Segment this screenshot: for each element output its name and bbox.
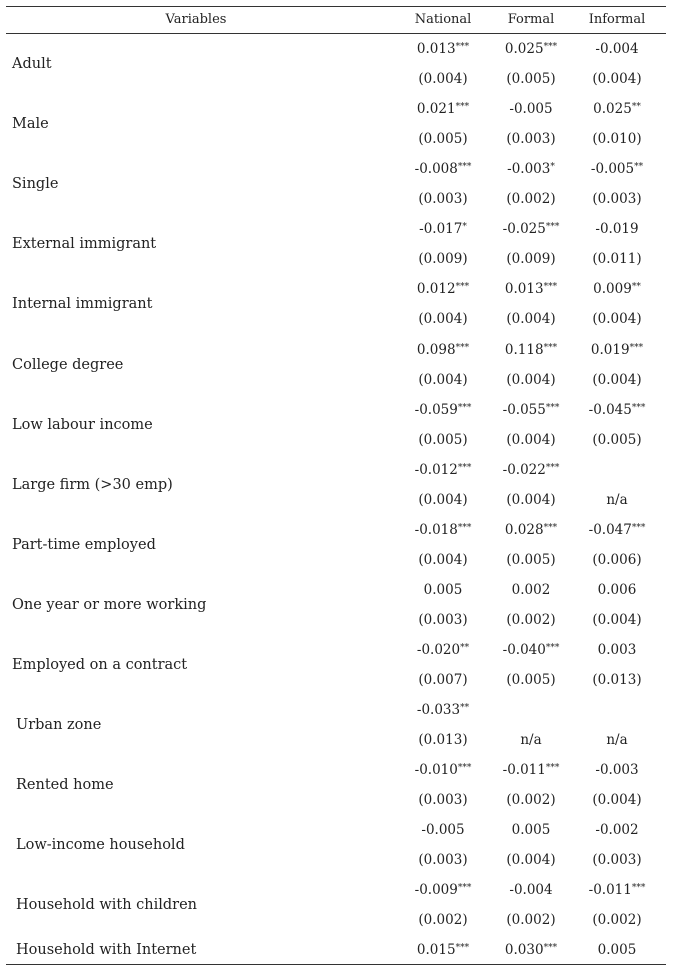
coef-informal: -0.005** [590, 161, 644, 178]
coef-national: -0.018*** [414, 521, 472, 538]
coef-formal: -0.025*** [502, 221, 560, 238]
header-formal: Formal [507, 12, 555, 27]
se-national: (0.003) [418, 611, 468, 628]
coef-formal: 0.030*** [504, 941, 558, 958]
significance-stars: *** [457, 763, 472, 774]
se-informal: (0.004) [592, 371, 642, 388]
variable-label: External immigrant [12, 236, 157, 253]
variable-label: Internal immigrant [12, 296, 153, 313]
se-informal: (0.010) [592, 131, 642, 148]
se-formal: (0.002) [506, 191, 556, 208]
coef-national: -0.010*** [414, 762, 472, 779]
coef-formal: -0.040*** [502, 642, 560, 658]
coef-formal: -0.003* [507, 161, 555, 178]
se-formal: (0.005) [506, 71, 556, 87]
coef-informal: -0.004 [595, 41, 639, 57]
significance-stars: *** [631, 402, 646, 413]
se-formal: (0.005) [506, 551, 556, 568]
significance-stars: *** [455, 102, 470, 113]
significance-stars: *** [545, 763, 560, 774]
significance-stars: *** [457, 883, 472, 894]
na-informal: n/a [606, 491, 628, 508]
coef-national: -0.059*** [414, 401, 472, 418]
coef-informal: 0.019*** [590, 341, 644, 358]
significance-stars: ** [631, 102, 641, 113]
se-formal: (0.002) [506, 792, 556, 809]
coef-informal: -0.002 [595, 822, 639, 839]
header-informal: Informal [588, 12, 646, 27]
se-national: (0.004) [418, 491, 468, 508]
coef-formal: 0.028*** [504, 521, 558, 538]
se-national: (0.003) [418, 191, 468, 208]
coef-national: -0.020** [416, 642, 470, 658]
significance-stars: *** [455, 342, 470, 353]
se-formal: (0.004) [506, 491, 556, 508]
significance-stars: ** [634, 162, 644, 173]
se-informal: (0.004) [592, 792, 642, 809]
significance-stars: *** [543, 342, 558, 353]
na-informal: n/a [606, 732, 628, 749]
coef-informal: -0.003 [595, 762, 639, 779]
coef-formal: 0.025*** [504, 41, 558, 57]
se-formal: (0.005) [506, 672, 556, 688]
significance-stars: *** [629, 342, 644, 353]
significance-stars: *** [543, 42, 558, 52]
se-national: (0.004) [418, 311, 468, 328]
se-national: (0.002) [418, 912, 468, 929]
se-formal: (0.009) [506, 251, 556, 268]
coef-formal: -0.004 [509, 882, 553, 899]
coef-national: 0.005 [423, 581, 463, 598]
variable-label: Low labour income [12, 416, 153, 433]
significance-stars: *** [545, 643, 560, 653]
significance-stars: *** [457, 522, 472, 533]
variable-label: Urban zone [16, 717, 102, 734]
header-national: National [414, 12, 472, 27]
coef-informal: 0.005 [597, 941, 637, 958]
coef-informal: -0.019 [595, 221, 639, 238]
coef-national: 0.015*** [416, 941, 470, 958]
significance-stars: *** [545, 402, 560, 413]
variable-label: Household with Internet [16, 941, 197, 958]
se-national: (0.004) [418, 551, 468, 568]
significance-stars: ** [631, 282, 641, 293]
se-national: (0.005) [418, 431, 468, 448]
coef-formal: 0.005 [511, 822, 551, 839]
se-formal: (0.004) [506, 431, 556, 448]
se-national: (0.003) [418, 792, 468, 809]
se-formal: (0.004) [506, 852, 556, 869]
coef-informal: -0.045*** [588, 401, 646, 418]
coef-informal: -0.011*** [588, 882, 646, 899]
significance-stars: *** [457, 402, 472, 413]
na-formal: n/a [520, 732, 542, 749]
variable-label: Household with children [16, 897, 198, 914]
se-informal: (0.004) [592, 311, 642, 328]
coef-formal: -0.055*** [502, 401, 560, 418]
se-informal: (0.011) [592, 251, 642, 268]
significance-stars: * [550, 162, 555, 173]
coef-national: -0.033** [416, 702, 470, 719]
significance-stars: *** [545, 462, 560, 473]
se-informal: (0.004) [592, 71, 642, 87]
se-informal: (0.003) [592, 191, 642, 208]
significance-stars: *** [457, 162, 472, 173]
se-informal: (0.002) [592, 912, 642, 929]
coef-formal: -0.011*** [502, 762, 560, 779]
significance-stars: * [462, 222, 467, 233]
significance-stars: *** [455, 42, 470, 52]
significance-stars: *** [543, 942, 558, 953]
se-national: (0.013) [418, 732, 468, 749]
coef-national: -0.005 [421, 822, 465, 839]
coef-national: -0.017* [419, 221, 467, 238]
coef-informal: 0.009** [593, 281, 641, 298]
se-informal: (0.003) [592, 852, 642, 869]
variable-label: Part-time employed [12, 536, 156, 553]
coef-informal: 0.006 [597, 581, 637, 598]
coef-informal: 0.025** [593, 101, 641, 118]
coef-national: -0.009*** [414, 882, 472, 899]
coef-national: -0.008*** [414, 161, 472, 178]
se-formal: (0.003) [506, 131, 556, 148]
coef-national: 0.098*** [416, 341, 470, 358]
variable-label: Male [12, 116, 49, 133]
significance-stars: *** [631, 883, 646, 894]
significance-stars: *** [455, 942, 470, 953]
significance-stars: *** [545, 222, 560, 233]
coef-formal: -0.022*** [502, 461, 560, 478]
significance-stars: *** [457, 462, 472, 473]
se-national: (0.004) [418, 71, 468, 87]
significance-stars: *** [455, 282, 470, 293]
coef-formal: 0.118*** [504, 341, 558, 358]
coef-formal: 0.013*** [504, 281, 558, 298]
se-national: (0.007) [418, 672, 468, 688]
coef-formal: 0.002 [511, 581, 551, 598]
variable-label: Employed on a contract [12, 657, 188, 673]
variable-label: One year or more working [12, 596, 207, 613]
coef-national: 0.012*** [416, 281, 470, 298]
coef-national: 0.021*** [416, 101, 470, 118]
se-formal: (0.004) [506, 371, 556, 388]
header-rule [6, 33, 666, 34]
bottom-rule [6, 964, 666, 965]
se-national: (0.009) [418, 251, 468, 268]
se-formal: (0.002) [506, 912, 556, 929]
significance-stars: *** [543, 282, 558, 293]
significance-stars: *** [543, 522, 558, 533]
coef-national: -0.012*** [414, 461, 472, 478]
variable-label: Large firm (>30 emp) [12, 476, 173, 493]
se-informal: (0.005) [592, 431, 642, 448]
variable-label: College degree [12, 356, 124, 373]
coef-formal: -0.005 [509, 101, 553, 118]
se-national: (0.004) [418, 371, 468, 388]
coef-informal: 0.003 [597, 642, 637, 658]
se-formal: (0.004) [506, 311, 556, 328]
variable-label: Low-income household [16, 837, 185, 854]
significance-stars: ** [460, 643, 470, 653]
significance-stars: *** [631, 522, 646, 533]
se-formal: (0.002) [506, 611, 556, 628]
variable-label: Adult [12, 56, 52, 72]
coef-informal: -0.047*** [588, 521, 646, 538]
variable-label: Rented home [16, 777, 114, 794]
variable-label: Single [12, 176, 59, 193]
se-national: (0.005) [418, 131, 468, 148]
se-national: (0.003) [418, 852, 468, 869]
se-informal: (0.006) [592, 551, 642, 568]
header-variables: Variables [165, 12, 227, 27]
se-informal: (0.013) [592, 672, 642, 688]
significance-stars: ** [460, 703, 470, 714]
se-informal: (0.004) [592, 611, 642, 628]
coef-national: 0.013*** [416, 41, 470, 57]
